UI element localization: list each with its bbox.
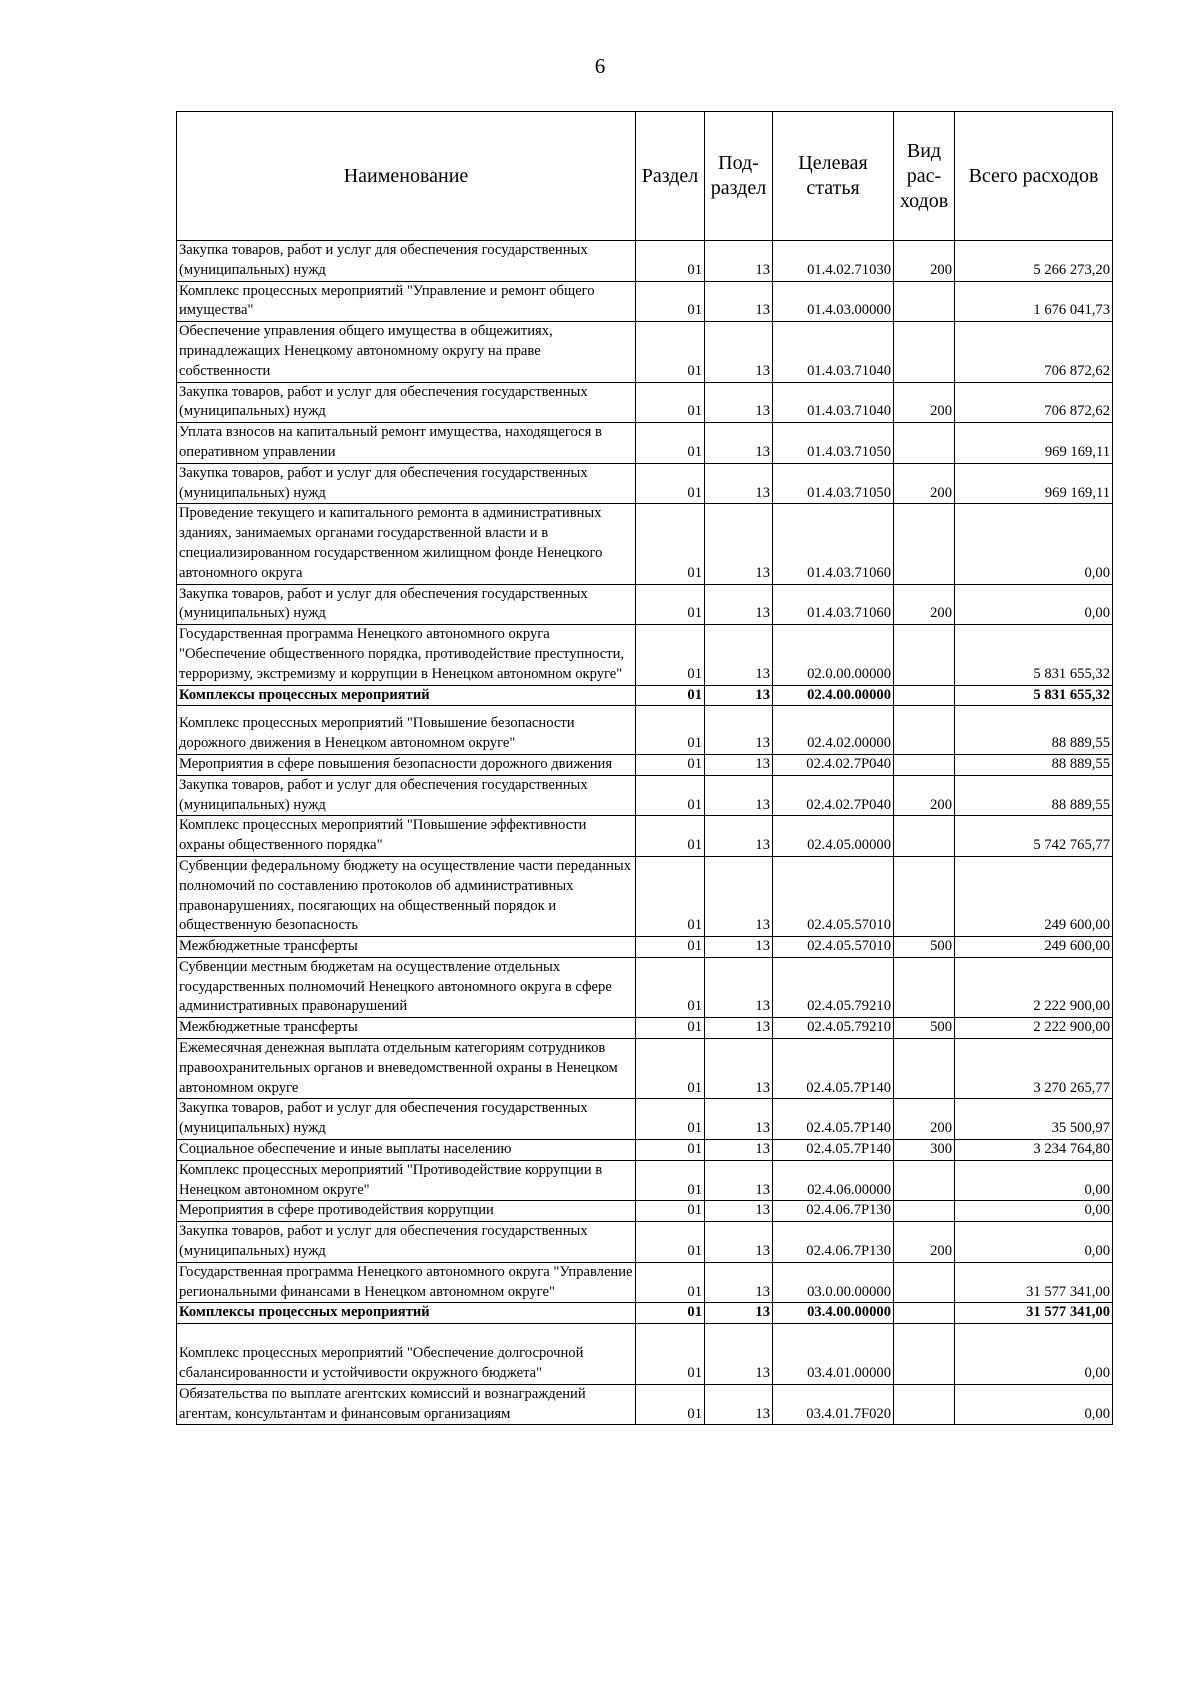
table-row — [177, 1262, 1113, 1303]
cell-target: 01.4.03.71040 — [773, 322, 894, 382]
table-row — [177, 625, 1113, 685]
cell-total: 88 889,55 — [955, 775, 1113, 816]
cell-section: 01 — [636, 241, 705, 282]
cell-subsection: 13 — [705, 1099, 773, 1140]
cell-name: Социальное обеспечение и иные выплаты населению — [177, 1140, 636, 1161]
cell-name: Закупка товаров, работ и услуг для обеспечения государственных (муниципальных) нужд — [177, 1222, 636, 1263]
cell-total: 2 222 900,00 — [955, 957, 1113, 1017]
cell-target: 01.4.03.71040 — [773, 382, 894, 423]
cell-total: 5 831 655,32 — [955, 685, 1113, 706]
cell-total: 31 577 341,00 — [955, 1303, 1113, 1324]
table-row — [177, 856, 1113, 936]
cell-section: 01 — [636, 1140, 705, 1161]
cell-section: 01 — [636, 754, 705, 775]
cell-subsection: 13 — [705, 423, 773, 464]
cell-expense-type — [894, 423, 955, 464]
cell-name: Комплекс процессных мероприятий "Управление и ремонт общего имущества" — [177, 281, 636, 322]
cell-expense-type — [894, 504, 955, 584]
cell-section: 01 — [636, 625, 705, 685]
cell-section: 01 — [636, 856, 705, 936]
cell-total: 969 169,11 — [955, 423, 1113, 464]
cell-total: 5 266 273,20 — [955, 241, 1113, 282]
table-row — [177, 281, 1113, 322]
cell-name: Обеспечение управления общего имущества в общежитиях, принадлежащих Ненецкому автономному округу на праве собственности — [177, 322, 636, 382]
cell-name: Комплекс процессных мероприятий "Обеспечение долгосрочной сбалансированности и устойчивости окружного бюджета" — [177, 1324, 636, 1385]
cell-total: 0,00 — [955, 1384, 1113, 1425]
cell-target: 02.4.06.00000 — [773, 1160, 894, 1201]
table-row — [177, 322, 1113, 382]
cell-subsection: 13 — [705, 584, 773, 625]
cell-subsection: 13 — [705, 463, 773, 504]
cell-subsection: 13 — [705, 685, 773, 706]
cell-name: Закупка товаров, работ и услуг для обеспечения государственных (муниципальных) нужд — [177, 241, 636, 282]
cell-expense-type — [894, 1324, 955, 1385]
header-name: Наименование — [177, 112, 636, 241]
cell-target: 02.0.00.00000 — [773, 625, 894, 685]
cell-expense-type — [894, 1039, 955, 1099]
cell-total: 0,00 — [955, 1201, 1113, 1222]
cell-total: 706 872,62 — [955, 322, 1113, 382]
cell-target: 02.4.05.57010 — [773, 937, 894, 958]
cell-expense-type — [894, 1160, 955, 1201]
cell-subsection: 13 — [705, 281, 773, 322]
cell-name: Закупка товаров, работ и услуг для обеспечения государственных (муниципальных) нужд — [177, 1099, 636, 1140]
table-row — [177, 1324, 1113, 1385]
cell-name: Закупка товаров, работ и услуг для обеспечения государственных (муниципальных) нужд — [177, 584, 636, 625]
cell-name: Ежемесячная денежная выплата отдельным категориям сотрудников правоохранительных органов и вневедомственной охраны в Ненецком автономном округе — [177, 1039, 636, 1099]
cell-section: 01 — [636, 775, 705, 816]
table-row — [177, 1039, 1113, 1099]
cell-name: Уплата взносов на капитальный ремонт имущества, находящегося в оперативном управлении — [177, 423, 636, 464]
cell-target: 02.4.05.7Р140 — [773, 1039, 894, 1099]
cell-expense-type — [894, 957, 955, 1017]
cell-section: 01 — [636, 1160, 705, 1201]
cell-expense-type: 200 — [894, 382, 955, 423]
cell-subsection: 13 — [705, 1262, 773, 1303]
cell-subsection: 13 — [705, 1201, 773, 1222]
table-row — [177, 423, 1113, 464]
cell-subsection: 13 — [705, 937, 773, 958]
cell-expense-type — [894, 706, 955, 755]
cell-section: 01 — [636, 423, 705, 464]
cell-subsection: 13 — [705, 1140, 773, 1161]
budget-table — [176, 111, 1113, 1425]
cell-name: Закупка товаров, работ и услуг для обеспечения государственных (муниципальных) нужд — [177, 382, 636, 423]
header-subsection: Под-раздел — [705, 112, 773, 241]
cell-expense-type: 500 — [894, 1018, 955, 1039]
cell-name: Мероприятия в сфере противодействия коррупции — [177, 1201, 636, 1222]
cell-total: 88 889,55 — [955, 706, 1113, 755]
cell-name: Комплексы процессных мероприятий — [177, 685, 636, 706]
cell-target: 02.4.06.7Р130 — [773, 1201, 894, 1222]
cell-name: Межбюджетные трансферты — [177, 1018, 636, 1039]
cell-expense-type — [894, 816, 955, 857]
cell-subsection: 13 — [705, 1039, 773, 1099]
cell-section: 01 — [636, 937, 705, 958]
cell-target: 02.4.05.79210 — [773, 957, 894, 1017]
cell-expense-type: 200 — [894, 584, 955, 625]
table-row — [177, 1160, 1113, 1201]
cell-target: 03.4.01.7F020 — [773, 1384, 894, 1425]
cell-subsection: 13 — [705, 1303, 773, 1324]
cell-total: 3 270 265,77 — [955, 1039, 1113, 1099]
cell-total: 0,00 — [955, 1324, 1113, 1385]
cell-target: 01.4.03.71050 — [773, 423, 894, 464]
table-row — [177, 504, 1113, 584]
table-row — [177, 775, 1113, 816]
cell-target: 02.4.05.00000 — [773, 816, 894, 857]
cell-target: 03.4.00.00000 — [773, 1303, 894, 1324]
cell-expense-type: 200 — [894, 775, 955, 816]
cell-expense-type: 300 — [894, 1140, 955, 1161]
cell-total: 249 600,00 — [955, 937, 1113, 958]
cell-expense-type — [894, 322, 955, 382]
table-row — [177, 816, 1113, 857]
cell-target: 02.4.05.79210 — [773, 1018, 894, 1039]
header-total: Всего расходов — [955, 112, 1113, 241]
cell-total: 969 169,11 — [955, 463, 1113, 504]
cell-section: 01 — [636, 382, 705, 423]
cell-section: 01 — [636, 1262, 705, 1303]
cell-section: 01 — [636, 1018, 705, 1039]
cell-target: 02.4.05.7Р140 — [773, 1099, 894, 1140]
cell-total: 249 600,00 — [955, 856, 1113, 936]
cell-subsection: 13 — [705, 241, 773, 282]
cell-total: 3 234 764,80 — [955, 1140, 1113, 1161]
table-row — [177, 1222, 1113, 1263]
cell-section: 01 — [636, 706, 705, 755]
cell-total: 0,00 — [955, 584, 1113, 625]
cell-target: 01.4.03.71050 — [773, 463, 894, 504]
cell-subsection: 13 — [705, 1324, 773, 1385]
cell-total: 5 742 765,77 — [955, 816, 1113, 857]
cell-section: 01 — [636, 584, 705, 625]
cell-expense-type — [894, 1303, 955, 1324]
cell-subsection: 13 — [705, 1160, 773, 1201]
table-row — [177, 382, 1113, 423]
cell-subsection: 13 — [705, 382, 773, 423]
cell-name: Закупка товаров, работ и услуг для обеспечения государственных (муниципальных) нужд — [177, 775, 636, 816]
cell-subsection: 13 — [705, 322, 773, 382]
cell-section: 01 — [636, 1201, 705, 1222]
cell-expense-type — [894, 1201, 955, 1222]
cell-name: Проведение текущего и капитального ремонта в административных зданиях, занимаемых органами государственной власти и в специализированном государственном жилищном фонде Ненецкого автономного округа — [177, 504, 636, 584]
cell-subsection: 13 — [705, 856, 773, 936]
table-row — [177, 937, 1113, 958]
cell-section: 01 — [636, 957, 705, 1017]
cell-section: 01 — [636, 281, 705, 322]
cell-subsection: 13 — [705, 1222, 773, 1263]
table-body — [177, 241, 1113, 1425]
cell-expense-type — [894, 625, 955, 685]
cell-name: Субвенции федеральному бюджету на осуществление части переданных полномочий по составлению протоколов об административных правонарушениях, посягающих на общественный порядок и общественную безопасность — [177, 856, 636, 936]
cell-section: 01 — [636, 1222, 705, 1263]
cell-expense-type — [894, 754, 955, 775]
table-row — [177, 1018, 1113, 1039]
cell-section: 01 — [636, 1099, 705, 1140]
cell-subsection: 13 — [705, 957, 773, 1017]
cell-subsection: 13 — [705, 775, 773, 816]
cell-target: 03.4.01.00000 — [773, 1324, 894, 1385]
cell-expense-type: 200 — [894, 1222, 955, 1263]
cell-expense-type: 200 — [894, 1099, 955, 1140]
cell-total: 5 831 655,32 — [955, 625, 1113, 685]
cell-section: 01 — [636, 816, 705, 857]
cell-section: 01 — [636, 504, 705, 584]
cell-target: 02.4.05.7Р140 — [773, 1140, 894, 1161]
table-header — [177, 112, 1113, 241]
cell-target: 01.4.03.00000 — [773, 281, 894, 322]
cell-total: 2 222 900,00 — [955, 1018, 1113, 1039]
cell-target: 02.4.06.7Р130 — [773, 1222, 894, 1263]
table-row — [177, 754, 1113, 775]
table-row — [177, 1140, 1113, 1161]
page-number: 6 — [594, 54, 606, 78]
cell-expense-type — [894, 1262, 955, 1303]
cell-name: Закупка товаров, работ и услуг для обеспечения государственных (муниципальных) нужд — [177, 463, 636, 504]
cell-name: Межбюджетные трансферты — [177, 937, 636, 958]
cell-total: 35 500,97 — [955, 1099, 1113, 1140]
cell-total: 0,00 — [955, 504, 1113, 584]
cell-total: 0,00 — [955, 1160, 1113, 1201]
table-row — [177, 957, 1113, 1017]
cell-target: 01.4.02.71030 — [773, 241, 894, 282]
cell-target: 02.4.00.00000 — [773, 685, 894, 706]
cell-expense-type — [894, 281, 955, 322]
cell-total: 0,00 — [955, 1222, 1113, 1263]
cell-subsection: 13 — [705, 754, 773, 775]
cell-subsection: 13 — [705, 625, 773, 685]
cell-expense-type — [894, 1384, 955, 1425]
cell-total: 88 889,55 — [955, 754, 1113, 775]
cell-name: Комплекс процессных мероприятий "Противодействие коррупции в Ненецком автономном округе" — [177, 1160, 636, 1201]
table-row — [177, 463, 1113, 504]
table-row — [177, 706, 1113, 755]
cell-total: 1 676 041,73 — [955, 281, 1113, 322]
cell-expense-type — [894, 856, 955, 936]
cell-expense-type — [894, 685, 955, 706]
cell-section: 01 — [636, 322, 705, 382]
cell-section: 01 — [636, 685, 705, 706]
cell-name: Комплекс процессных мероприятий "Повышение безопасности дорожного движения в Ненецком автономном округе" — [177, 706, 636, 755]
cell-name: Комплексы процессных мероприятий — [177, 1303, 636, 1324]
header-target: Целевая статья — [773, 112, 894, 241]
table-row — [177, 685, 1113, 706]
cell-total: 706 872,62 — [955, 382, 1113, 423]
cell-target: 02.4.02.00000 — [773, 706, 894, 755]
cell-section: 01 — [636, 1324, 705, 1385]
cell-name: Субвенции местным бюджетам на осуществление отдельных государственных полномочий Ненецкого автономного округа в сфере административных правонарушений — [177, 957, 636, 1017]
cell-subsection: 13 — [705, 706, 773, 755]
table-row — [177, 1303, 1113, 1324]
cell-section: 01 — [636, 1303, 705, 1324]
cell-total: 31 577 341,00 — [955, 1262, 1113, 1303]
cell-expense-type: 200 — [894, 463, 955, 504]
cell-target: 03.0.00.00000 — [773, 1262, 894, 1303]
table-row — [177, 584, 1113, 625]
cell-name: Государственная программа Ненецкого автономного округа "Обеспечение общественного порядка, противодействие преступности, терроризму, экстремизму и коррупции в Ненецком автономном округе" — [177, 625, 636, 685]
cell-name: Обязательства по выплате агентских комиссий и вознаграждений агентам, консультантам и финансовым организациям — [177, 1384, 636, 1425]
cell-target: 02.4.05.57010 — [773, 856, 894, 936]
cell-subsection: 13 — [705, 816, 773, 857]
table-row — [177, 1384, 1113, 1425]
cell-subsection: 13 — [705, 1384, 773, 1425]
header-section: Раздел — [636, 112, 705, 241]
cell-section: 01 — [636, 463, 705, 504]
cell-section: 01 — [636, 1384, 705, 1425]
cell-target: 01.4.03.71060 — [773, 504, 894, 584]
cell-target: 01.4.03.71060 — [773, 584, 894, 625]
cell-subsection: 13 — [705, 1018, 773, 1039]
cell-name: Комплекс процессных мероприятий "Повышение эффективности охраны общественного порядка" — [177, 816, 636, 857]
cell-name: Государственная программа Ненецкого автономного округа "Управление региональными финансами в Ненецком автономном округе" — [177, 1262, 636, 1303]
cell-expense-type: 200 — [894, 241, 955, 282]
cell-name: Мероприятия в сфере повышения безопасности дорожного движения — [177, 754, 636, 775]
cell-target: 02.4.02.7Р040 — [773, 754, 894, 775]
table-row — [177, 1099, 1113, 1140]
cell-target: 02.4.02.7Р040 — [773, 775, 894, 816]
table-row — [177, 1201, 1113, 1222]
cell-section: 01 — [636, 1039, 705, 1099]
cell-expense-type: 500 — [894, 937, 955, 958]
header-expense-type: Вид рас-ходов — [894, 112, 955, 241]
cell-subsection: 13 — [705, 504, 773, 584]
table-row — [177, 241, 1113, 282]
